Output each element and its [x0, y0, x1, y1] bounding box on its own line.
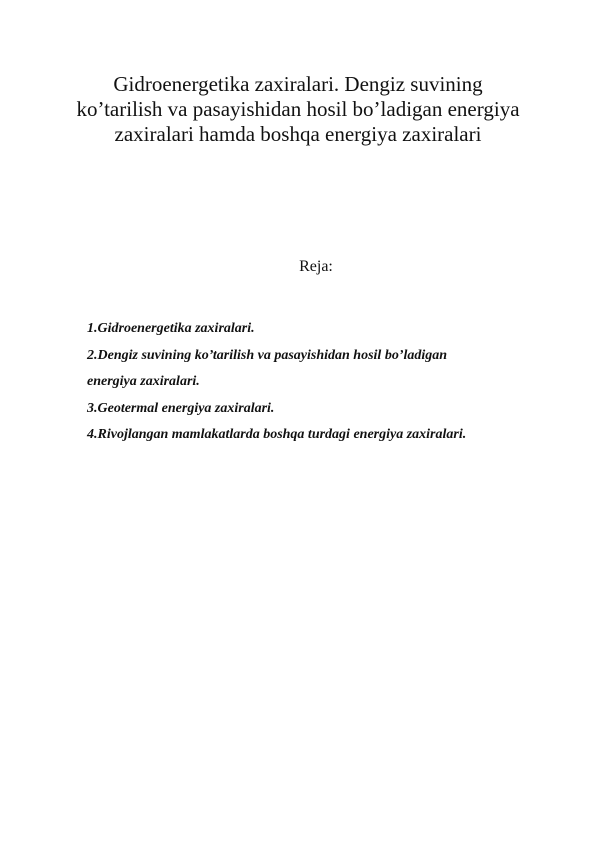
plan-item-1: 1.Gidroenergetika zaxiralari. [87, 321, 255, 336]
plan-item-2: 2.Dengiz suvining ko’tarilish va pasayishidan hosil bo’ladigan [87, 347, 448, 363]
title-line-1: Gidroenergetika zaxiralari. Dengiz suvining [113, 72, 483, 97]
plan-item-4: 4.Rivojlangan mamlakatlarda boshqa turdagi energiya zaxiralari. [87, 427, 467, 442]
plan-item-2-continuation: energiya zaxiralari. [87, 374, 200, 389]
title-line-2: ko’tarilish va pasayishidan hosil bo’ladigan energiya [76, 97, 520, 122]
plan-list [87, 316, 567, 449]
plan-item-3: 3.Geotermal energiya zaxiralari. [87, 400, 275, 416]
plan-heading: Reja: [299, 258, 333, 275]
document-title [40, 72, 556, 147]
title-line-3: zaxiralari hamda boshqa energiya zaxiralari [114, 122, 482, 147]
